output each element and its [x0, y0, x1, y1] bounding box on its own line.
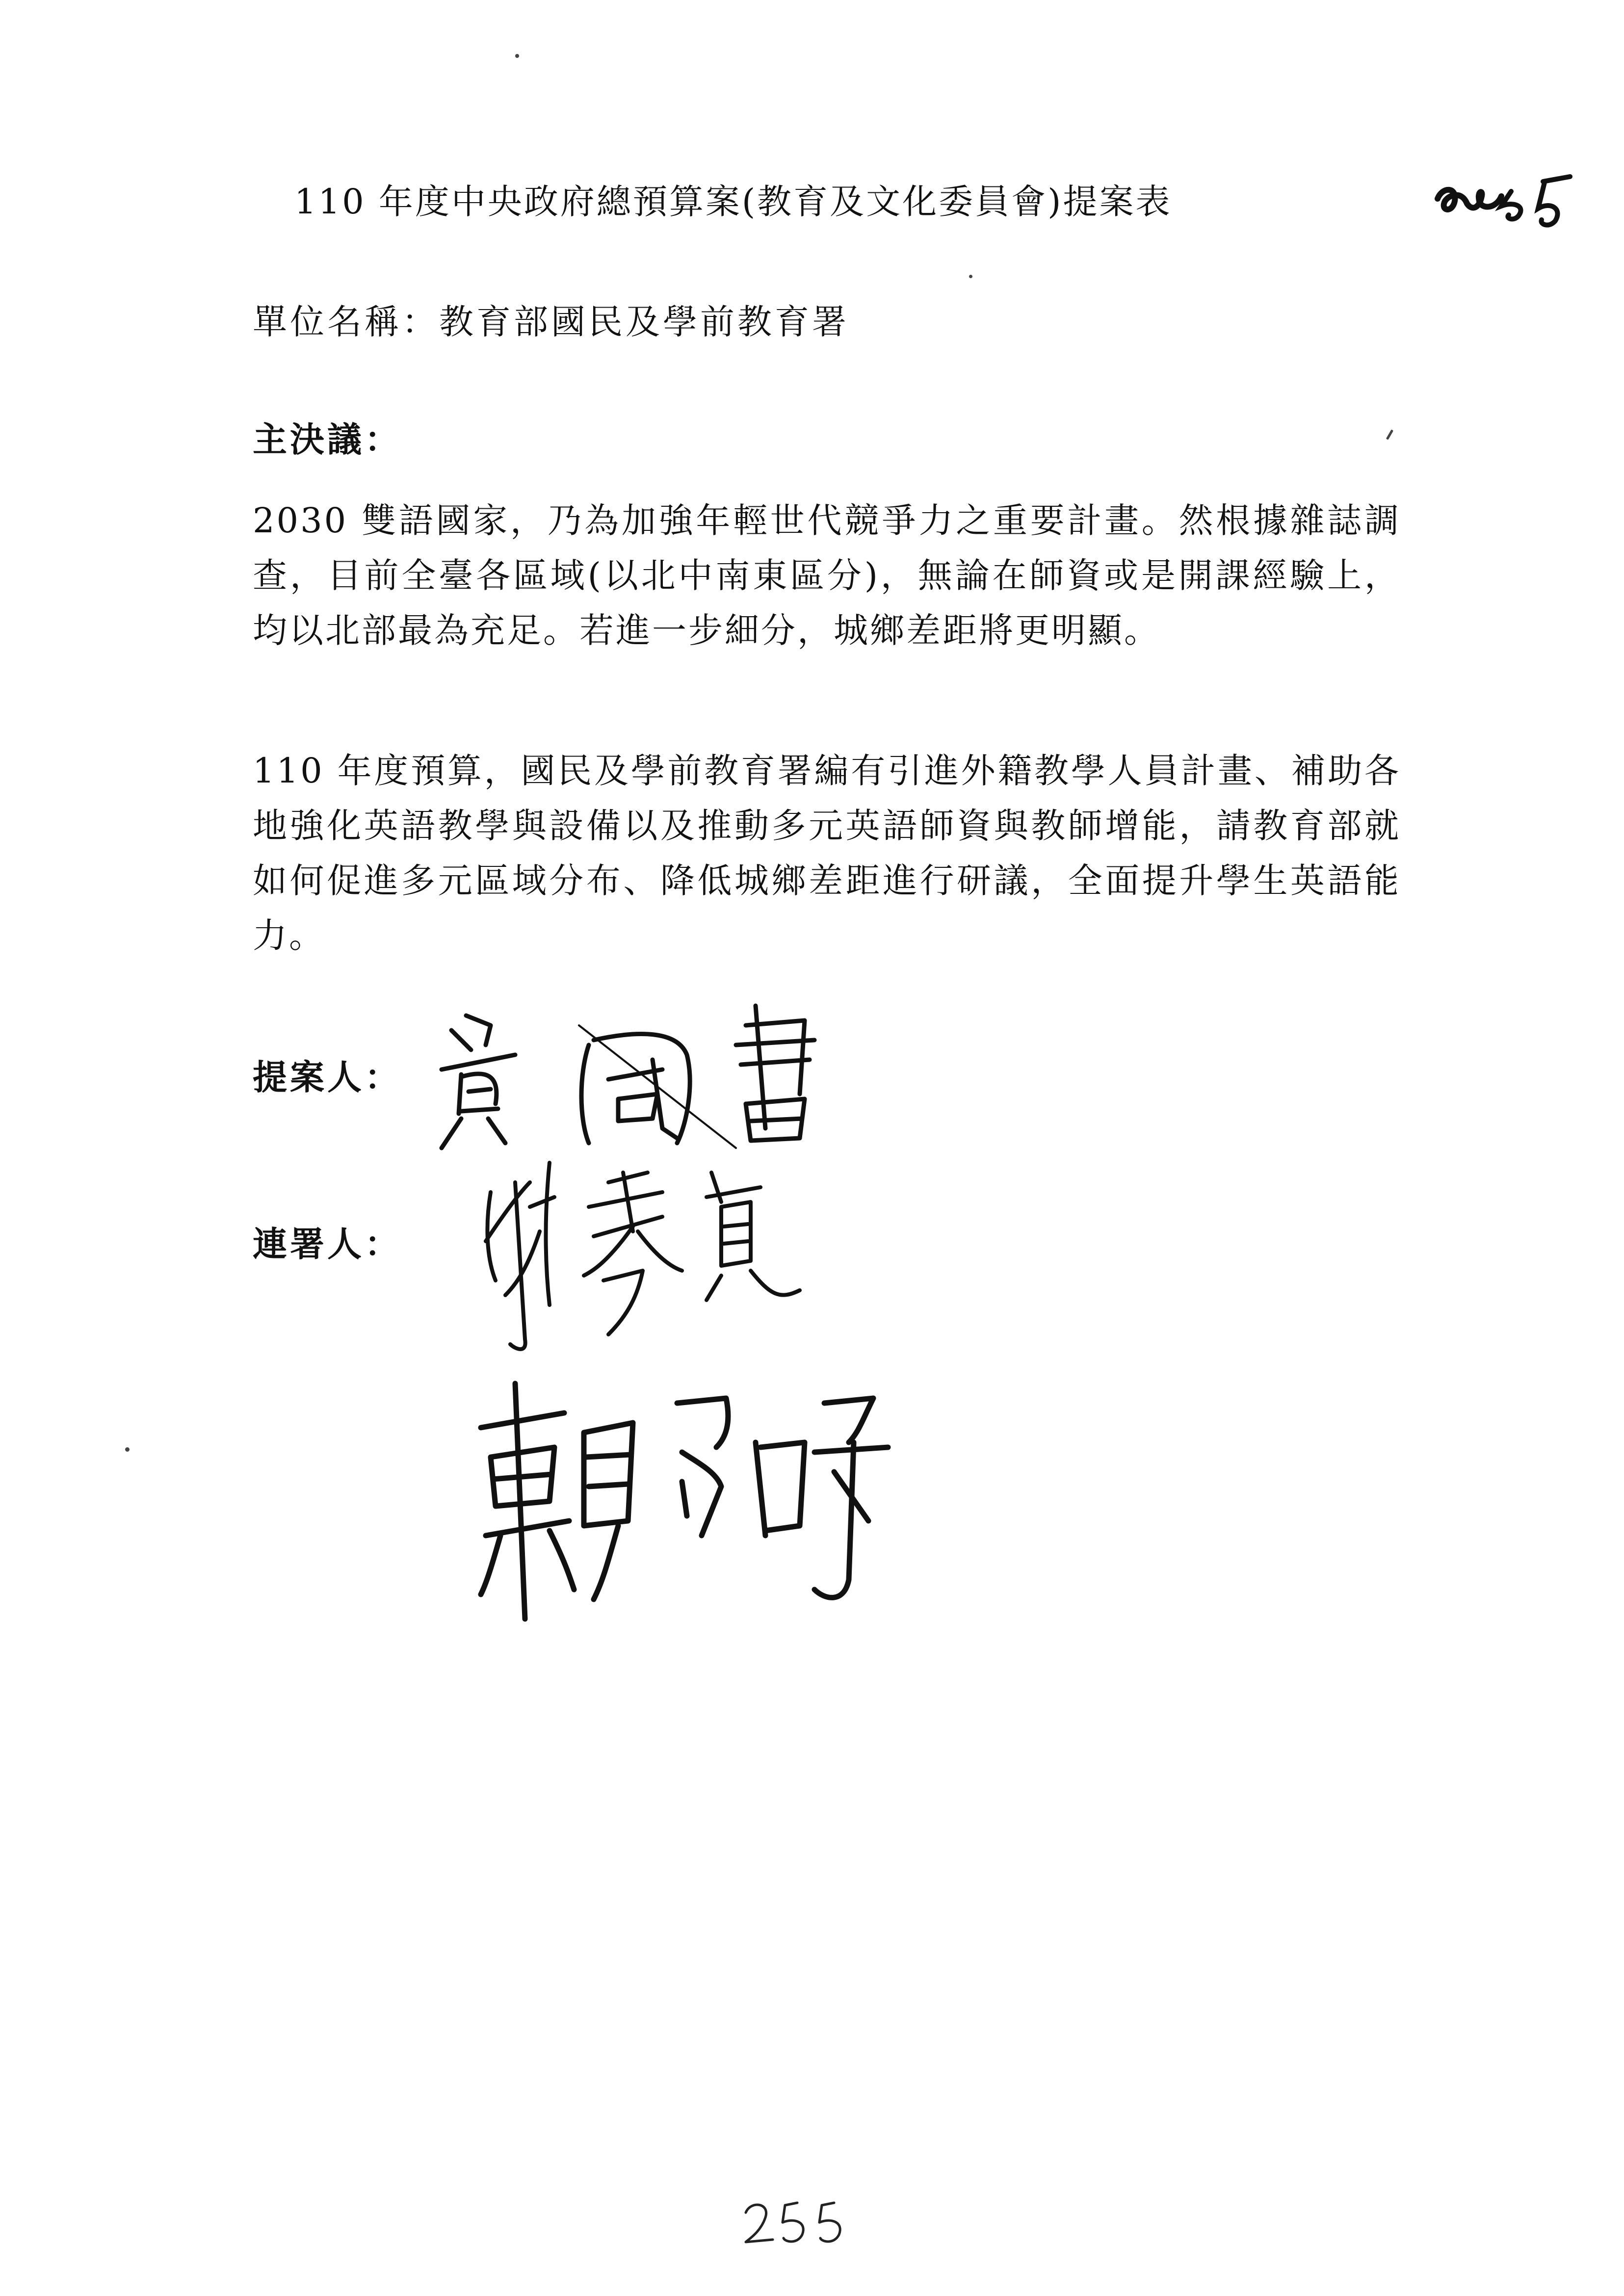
page-number-bottom-handwriting — [738, 2193, 861, 2252]
page-number-top — [1428, 162, 1575, 235]
scan-speck — [125, 1447, 130, 1452]
scan-speck — [515, 54, 519, 58]
cosigner-signature-2 — [471, 1374, 913, 1629]
unit-name: 單位名稱：教育部國民及學前教育署 — [253, 302, 849, 342]
resolution-paragraph-1: 2030 雙語國家，乃為加強年輕世代競爭力之重要計畫。然根據雜誌調查，目前全臺各區域(以北中南東區分)，無論在師資或是開課經驗上，均以北部最為充足。若進一步細分，城鄉差距將更明顯。 — [253, 500, 1401, 651]
scan-speck — [969, 275, 972, 278]
resolution-paragraph-2: 110 年度預算，國民及學前教育署編有引進外籍教學人員計畫、補助各地強化英語教學與設備以及推動多元英語師資與教師增能，請教育部就如何促進多元區域分布、降低城鄉差距進行研議，全面提升學生英語能力。 — [253, 751, 1401, 956]
proposer-signature-handwriting — [432, 996, 873, 1158]
main-resolution-heading: 主決議： — [253, 419, 402, 460]
page-number-top-handwriting — [1428, 162, 1575, 235]
proposer-label: 提案人： — [253, 1057, 402, 1097]
proposer-signature — [432, 996, 873, 1158]
page-number-bottom — [738, 2193, 861, 2252]
page-title: 110 年度中央政府總預算案(教育及文化委員會)提案表 — [294, 182, 1172, 222]
cosigner-signature-1 — [476, 1153, 819, 1359]
cosigner-label: 連署人： — [253, 1224, 402, 1264]
cosigner-signature-1-handwriting — [476, 1153, 819, 1359]
cosigner-signature-2-handwriting — [471, 1374, 913, 1629]
scan-speck — [1386, 429, 1393, 440]
